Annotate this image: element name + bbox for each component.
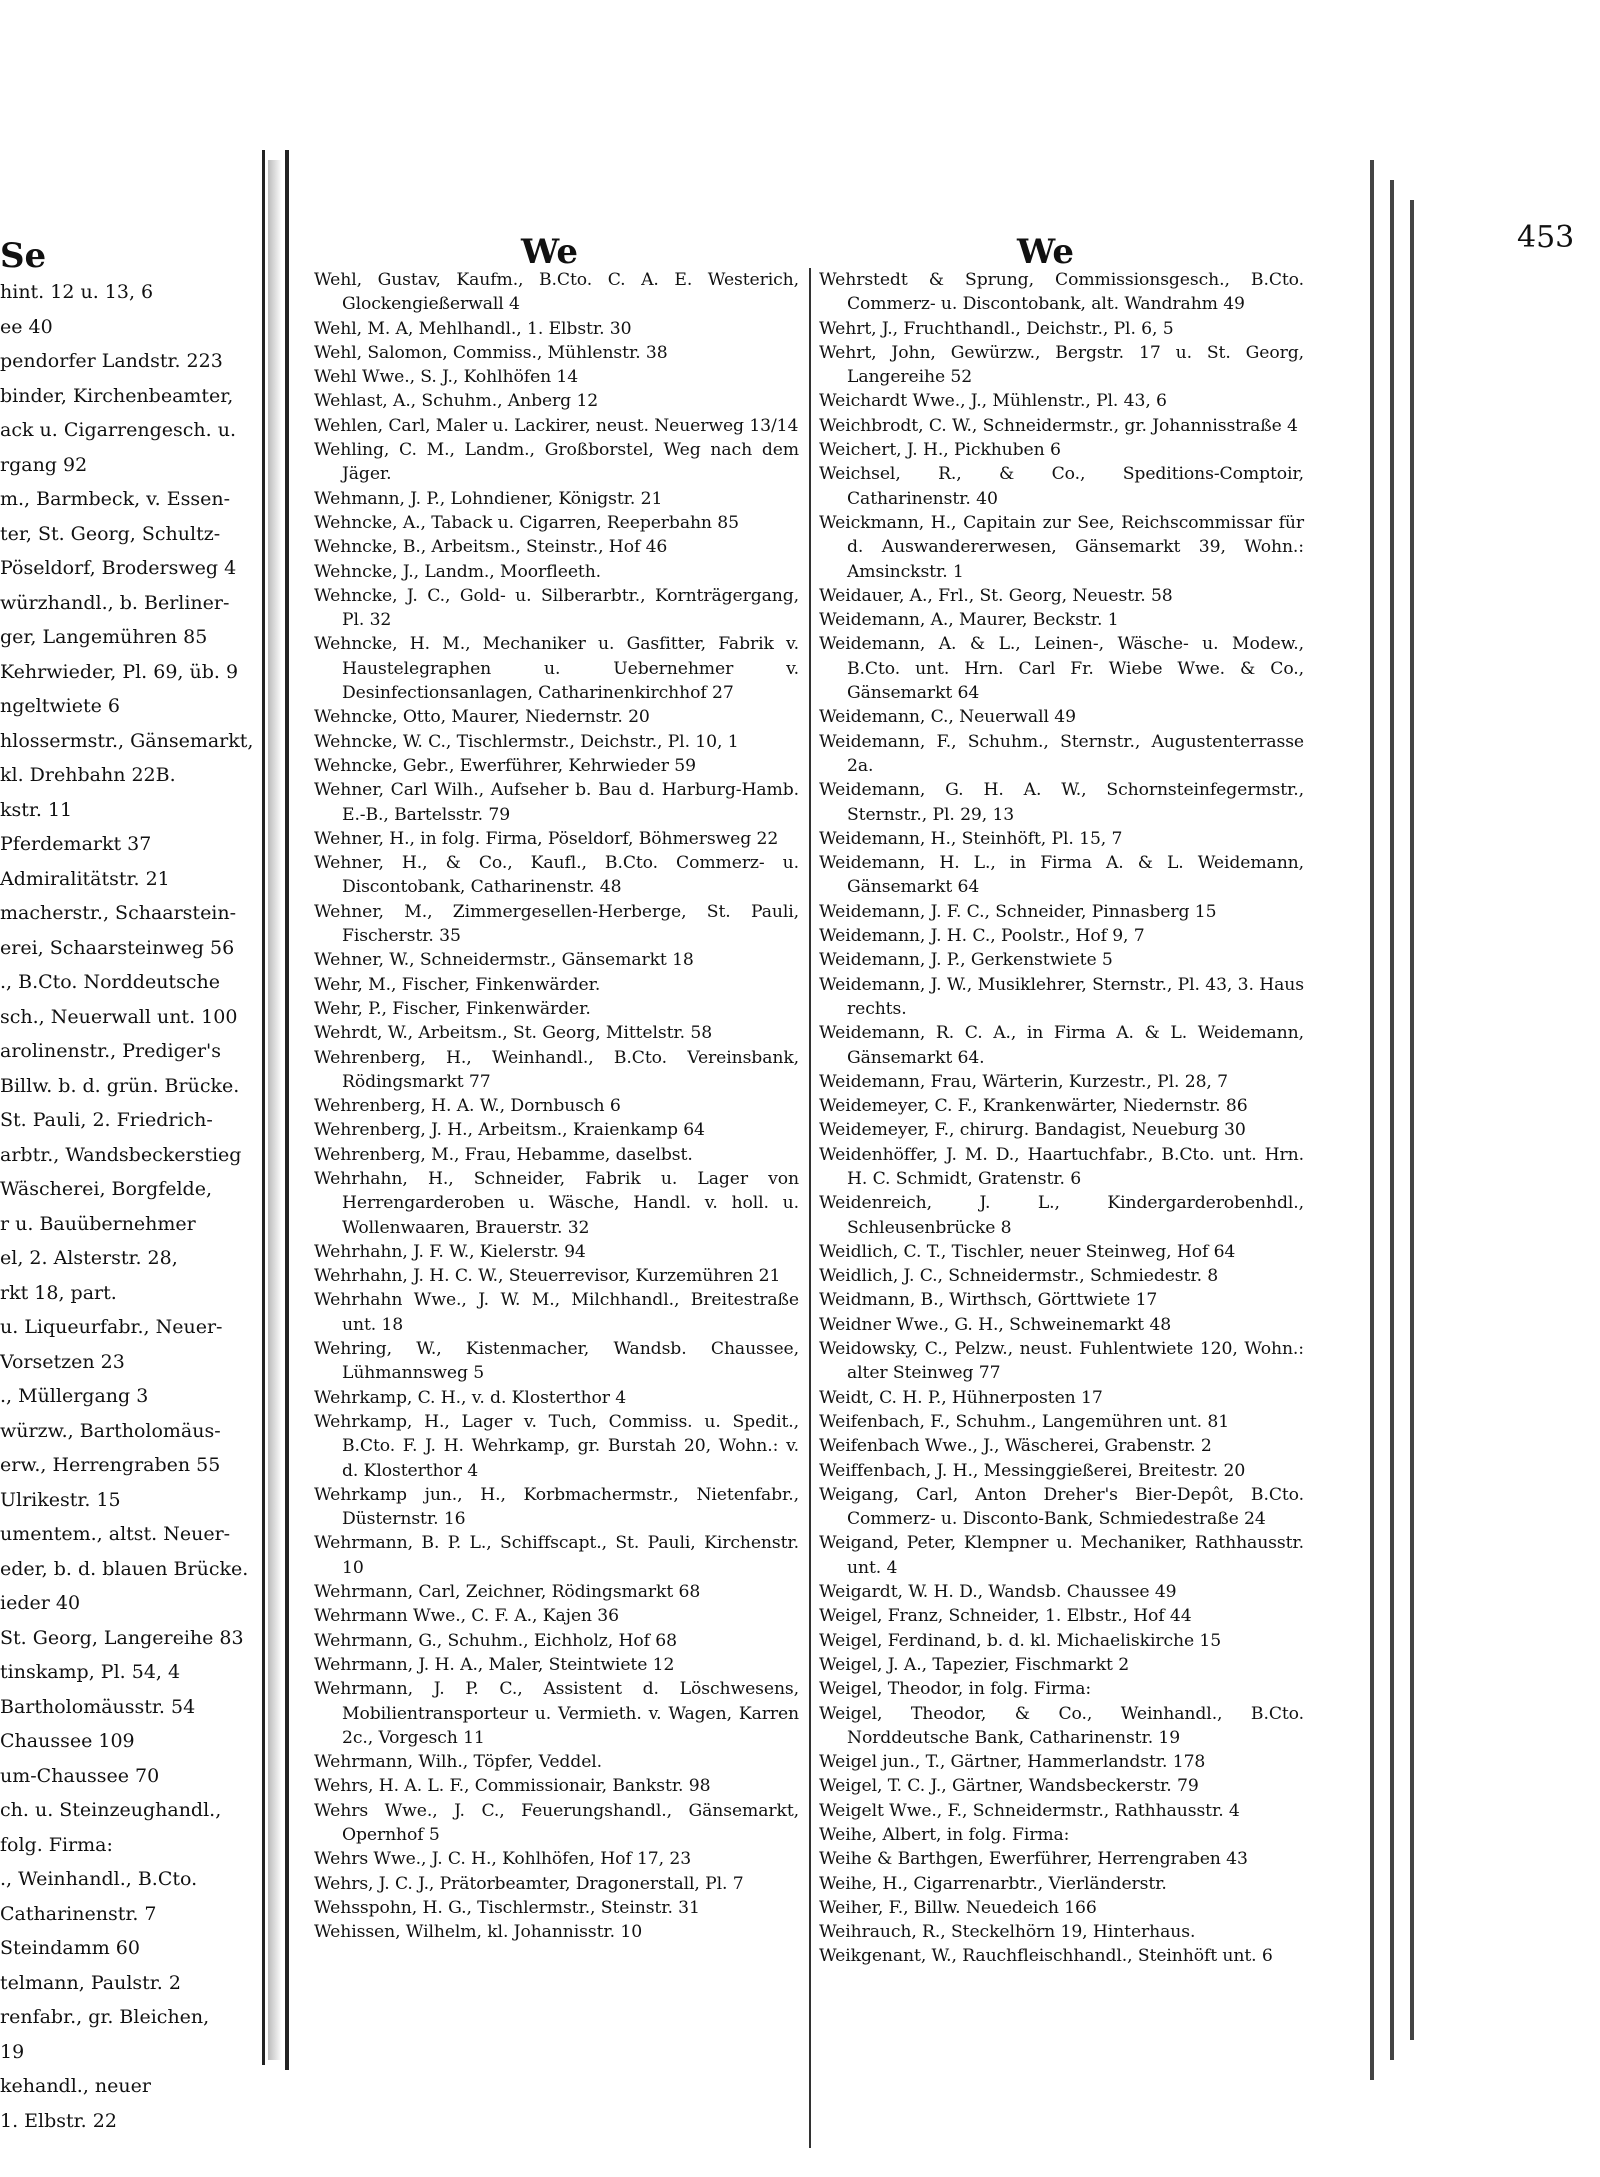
fragment-line: kstr. 11 (0, 798, 73, 821)
directory-entry: Weifenbach, F., Schuhm., Langemühren unt. 81 (819, 1411, 1230, 1432)
directory-entry: Weidt, C. H. P., Hühnerposten 17 (819, 1387, 1103, 1408)
fragment-line: arolinenstr., Prediger's (0, 1040, 222, 1062)
directory-entry: Wehrs, H. A. L. F., Commissionair, Bankstr. 98 (314, 1776, 711, 1797)
directory-entry: Weigang, Carl, Anton Dreher's Bier-Depôt, B.Cto. Commerz- u. Disconto-Bank, Schmiedestraße 24 (819, 1484, 1304, 1530)
directory-column-right (809, 268, 1304, 2148)
directory-entry: Weigel, Theodor, in folg. Firma: (819, 1679, 1092, 1700)
page-edge (1410, 200, 1414, 2040)
directory-entry: Wehner, W., Schneidermstr., Gänsemarkt 18 (314, 950, 694, 971)
directory-entry: Wehrmann, B. P. L., Schiffscapt., St. Pauli, Kirchenstr. 10 (314, 1533, 799, 1578)
fragment-line: Pferdemarkt 37 (0, 833, 152, 855)
directory-entry: Wehrs Wwe., J. C. H., Kohlhöfen, Hof 17, 23 (314, 1849, 692, 1870)
directory-entry: Weihe & Barthgen, Ewerführer, Herrengraben 43 (819, 1849, 1248, 1870)
directory-entry: Weichbrodt, C. W., Schneidermstr., gr. Johannisstraße 4 (819, 415, 1298, 436)
directory-entry: Wehrkamp, H., Lager v. Tuch, Commiss. u. Spedit., B.Cto. F. J. H. Wehrkamp, gr. Burstah 20, Wohn.: v. d. Klosterthor 4 (314, 1411, 799, 1481)
directory-entry: Wehling, C. M., Landm., Großborstel, Weg nach dem Jäger. (314, 440, 799, 485)
directory-entry: Wehl, M. A, Mehlhandl., 1. Elbstr. 30 (314, 318, 632, 339)
directory-entry: Wehrt, John, Gewürzw., Bergstr. 17 u. St. Georg, Langereihe 52 (819, 342, 1304, 388)
fragment-line: Bartholomäusstr. 54 (0, 1695, 196, 1718)
directory-entry: Wehncke, Gebr., Ewerführer, Kehrwieder 59 (314, 755, 696, 776)
book-gutter (268, 160, 282, 2060)
fragment-line: tinskamp, Pl. 54, 4 (0, 1661, 181, 1683)
directory-entry: Wehsspohn, H. G., Tischlermstr., Steinstr. 31 (314, 1897, 700, 1918)
header-left: We (521, 232, 579, 272)
directory-entry: Wehrs Wwe., J. C., Feuerungshandl., Gänsemarkt, Opernhof 5 (314, 1800, 799, 1845)
fragment-line: renfabr., gr. Bleichen, (0, 2006, 210, 2028)
right-page (285, 150, 1575, 2070)
fragment-line: r u. Bauübernehmer (0, 1212, 196, 1235)
fragment-line: umentem., altst. Neuer- (0, 1523, 231, 1545)
directory-entry: Weiffenbach, J. H., Messinggießerei, Breitestr. 20 (819, 1460, 1246, 1481)
directory-entry: Wehrenberg, J. H., Arbeitsm., Kraienkamp 64 (314, 1120, 705, 1141)
directory-entry: Wehrmann, J. H. A., Maler, Steintwiete 12 (314, 1654, 675, 1675)
directory-entry: Wehrmann, G., Schuhm., Eichholz, Hof 68 (314, 1630, 677, 1651)
fragment-line: ch. u. Steinzeughandl., (0, 1799, 222, 1821)
fragment-line: rkt 18, part. (0, 1281, 117, 1304)
directory-entry: Weidenreich, J. L., Kindergarderobenhdl., Schleusenbrücke 8 (819, 1193, 1304, 1238)
directory-entry: Weidemann, H. L., in Firma A. & L. Weidemann, Gänsemarkt 64 (819, 853, 1304, 898)
directory-entry: Weidmann, B., Wirthsch, Görttwiete 17 (819, 1290, 1158, 1311)
directory-entry: Weikgenant, W., Rauchfleischhandl., Steinhöft unt. 6 (819, 1946, 1273, 1967)
fragment-line: ter, St. Georg, Schultz- (0, 522, 221, 545)
fragment-line: telmann, Paulstr. 2 (0, 1971, 181, 1994)
directory-entry: Wehrmann Wwe., C. F. A., Kajen 36 (314, 1606, 619, 1627)
fragment-line: hint. 12 u. 13, 6 (0, 281, 154, 303)
fragment-line: St. Georg, Langereihe 83 (0, 1626, 244, 1649)
directory-entry: Weihe, H., Cigarrenarbtr., Vierländerstr. (819, 1873, 1167, 1894)
fragment-line: Admiralitätstr. 21 (0, 867, 170, 890)
fragment-line: ack u. Cigarrengesch. u. (0, 419, 236, 441)
directory-entry: Weidemann, C., Neuerwall 49 (819, 707, 1076, 728)
directory-entry: Wehrhahn, J. F. W., Kielerstr. 94 (314, 1241, 586, 1262)
directory-entry: Weidowsky, C., Pelzw., neust. Fuhlentwiete 120, Wohn.: alter Steinweg 77 (819, 1339, 1304, 1384)
directory-entry: Wehner, Carl Wilh., Aufseher b. Bau d. Harburg-Hamb. E.-B., Bartelsstr. 79 (314, 780, 799, 825)
fragment-line: ee 40 (0, 315, 53, 338)
directory-entry: Wehncke, W. C., Tischlermstr., Deichstr., Pl. 10, 1 (314, 731, 739, 752)
fragment-line: u. Liqueurfabr., Neuer- (0, 1316, 223, 1338)
directory-entry: Wehncke, B., Arbeitsm., Steinstr., Hof 46 (314, 537, 668, 558)
fragment-line: erei, Schaarsteinweg 56 (0, 936, 235, 959)
fragment-line: würzw., Bartholomäus- (0, 1419, 221, 1442)
fragment-line: ., Müllergang 3 (0, 1385, 149, 1407)
fragment-line: 1. Elbstr. 22 (0, 2109, 117, 2132)
fragment-line: ., B.Cto. Norddeutsche (0, 971, 220, 993)
directory-entry: Wehrmann, J. P. C., Assistent d. Löschwesens, Mobilientransporteur u. Vermieth. v. Wagen, Karren 2c., Vorgesch 11 (314, 1679, 799, 1748)
fragment-line: würzhandl., b. Berliner- (0, 591, 230, 614)
directory-entry: Wehissen, Wilhelm, kl. Johannisstr. 10 (314, 1922, 643, 1943)
directory-entry: Weidemann, H., Steinhöft, Pl. 15, 7 (819, 828, 1123, 849)
directory-entry: Wehlen, Carl, Maler u. Lackirer, neust. Neuerweg 13/14 (314, 415, 799, 436)
fragment-line: pendorfer Landstr. 223 (0, 350, 223, 372)
fragment-line: macherstr., Schaarstein- (0, 902, 237, 924)
fragment-line: 19 (0, 2040, 25, 2063)
directory-entry: Wehmann, J. P., Lohndiener, Königstr. 21 (314, 488, 663, 509)
directory-entry: Weigel, Ferdinand, b. d. kl. Michaeliskirche 15 (819, 1630, 1222, 1651)
page-edge (1370, 160, 1374, 2080)
fragment-line: Kehrwieder, Pl. 69, üb. 9 (0, 660, 239, 683)
fragment-line: hlossermstr., Gänsemarkt, (0, 729, 254, 752)
left-page (0, 150, 265, 2132)
directory-entry: Weichert, J. H., Pickhuben 6 (819, 440, 1061, 461)
directory-entry: Weidemann, Frau, Wärterin, Kurzestr., Pl. 28, 7 (819, 1071, 1228, 1092)
directory-entry: Weidemann, J. F. C., Schneider, Pinnasberg 15 (819, 901, 1217, 922)
directory-entry: Weidemann, J. H. C., Poolstr., Hof 9, 7 (819, 926, 1145, 947)
fragment-line: ngeltwiete 6 (0, 695, 120, 717)
directory-entry: Weigelt Wwe., F., Schneidermstr., Rathhausstr. 4 (819, 1800, 1240, 1821)
fragment-line: m., Barmbeck, v. Essen- (0, 488, 230, 510)
directory-entry: Wehncke, H. M., Mechaniker u. Gasfitter, Fabrik v. Haustelegraphen u. Uebernehmer v. Desinfectionsanlagen, Catharinenkirchhof 27 (314, 634, 799, 704)
directory-entry: Wehl, Gustav, Kaufm., B.Cto. C. A. E. Westerich, Glockengießerwall 4 (314, 270, 799, 315)
fragment-line: Vorsetzen 23 (0, 1350, 125, 1373)
directory-entry: Wehr, P., Fischer, Finkenwärder. (314, 998, 591, 1019)
directory-entry: Wehrenberg, M., Frau, Hebamme, daselbst. (314, 1144, 693, 1165)
fragment-line: sch., Neuerwall unt. 100 (0, 1005, 238, 1028)
fragment-line: arbtr., Wandsbeckerstieg (0, 1143, 242, 1166)
fragment-line: binder, Kirchenbeamter, (0, 384, 234, 407)
directory-entry: Weigardt, W. H. D., Wandsb. Chaussee 49 (819, 1582, 1177, 1603)
directory-entry: Weidemeyer, F., chirurg. Bandagist, Neueburg 30 (819, 1120, 1246, 1141)
directory-entry: Weidenhöffer, J. M. D., Haartuchfabr., B.Cto. unt. Hrn. H. C. Schmidt, Gratenstr. 6 (819, 1144, 1304, 1189)
directory-entry: Wehrenberg, H., Weinhandl., B.Cto. Vereinsbank, Rödingsmarkt 77 (314, 1047, 799, 1092)
directory-entry: Wehrhahn Wwe., J. W. M., Milchhandl., Breitestraße unt. 18 (314, 1290, 799, 1335)
directory-entry: Weidemeyer, C. F., Krankenwärter, Niedernstr. 86 (819, 1096, 1248, 1117)
fragment-line: Billw. b. d. grün. Brücke. (0, 1074, 240, 1097)
directory-entry: Wehrstedt & Sprung, Commissionsgesch., B.Cto. Commerz- u. Discontobank, alt. Wandrahm 49 (819, 270, 1304, 315)
directory-entry: Wehl, Salomon, Commiss., Mühlenstr. 38 (314, 342, 668, 363)
header-right: We (1017, 232, 1075, 272)
directory-entry: Wehrkamp, C. H., v. d. Klosterthor 4 (314, 1387, 627, 1408)
directory-entry: Weichardt Wwe., J., Mühlenstr., Pl. 43, 6 (819, 391, 1167, 412)
directory-entry: Weiher, F., Billw. Neuedeich 166 (819, 1897, 1097, 1918)
directory-entry: Wehner, M., Zimmergesellen-Herberge, St. Pauli, Fischerstr. 35 (314, 901, 799, 947)
directory-entry: Wehncke, J. C., Gold- u. Silberarbtr., Kornträgergang, Pl. 32 (314, 585, 799, 631)
fragment-line: um-Chaussee 70 (0, 1764, 160, 1787)
directory-entry: Weidlich, J. C., Schneidermstr., Schmiedestr. 8 (819, 1266, 1219, 1287)
fragment-line: Wäscherei, Borgfelde, (0, 1178, 213, 1200)
directory-entry: Weidner Wwe., G. H., Schweinemarkt 48 (819, 1314, 1172, 1335)
fragment-line: folg. Firma: (0, 1833, 113, 1856)
directory-entry: Weidemann, A. & L., Leinen-, Wäsche- u. Modew., B.Cto. unt. Hrn. Carl Fr. Wiebe Wwe. & Co., Gänsemarkt 64 (819, 634, 1304, 704)
directory-entry: Wehncke, Otto, Maurer, Niedernstr. 20 (314, 707, 650, 728)
directory-entry: Wehncke, A., Taback u. Cigarren, Reeperbahn 85 (314, 512, 739, 533)
directory-entry: Weidemann, A., Maurer, Beckstr. 1 (819, 610, 1119, 631)
fragment-line: el, 2. Alsterstr. 28, (0, 1247, 178, 1269)
page-number: 453 (1517, 220, 1575, 255)
directory-entry: Wehr, M., Fischer, Finkenwärder. (314, 974, 601, 995)
directory-entry: Weidemann, R. C. A., in Firma A. & L. Weidemann, Gänsemarkt 64. (819, 1023, 1304, 1068)
directory-column-left (314, 268, 799, 2148)
fragment-line: erw., Herrengraben 55 (0, 1454, 221, 1476)
directory-entry: Weigel, T. C. J., Gärtner, Wandsbeckerstr. 79 (819, 1776, 1199, 1797)
fragment-line: Catharinenstr. 7 (0, 1902, 157, 1925)
directory-entry: Weidlich, C. T., Tischler, neuer Steinweg, Hof 64 (819, 1241, 1236, 1262)
directory-entry: Wehring, W., Kistenmacher, Wandsb. Chaussee, Lühmannsweg 5 (314, 1339, 799, 1384)
directory-entry: Wehner, H., & Co., Kaufl., B.Cto. Commerz- u. Discontobank, Catharinenstr. 48 (314, 853, 799, 898)
directory-entry: Wehrenberg, H. A. W., Dornbusch 6 (314, 1096, 621, 1117)
directory-entry: Wehrhahn, H., Schneider, Fabrik u. Lager von Herrengarderoben u. Wäsche, Handl. v. holl. u. Wollenwaaren, Brauerstr. 32 (314, 1168, 799, 1238)
directory-entry: Weidemann, G. H. A. W., Schornsteinfegermstr., Sternstr., Pl. 29, 13 (819, 780, 1304, 825)
page-edge (1390, 180, 1394, 2060)
directory-entry: Weihrauch, R., Steckelhörn 19, Hinterhaus. (819, 1922, 1196, 1943)
directory-entry: Wehrhahn, J. H. C. W., Steuerrevisor, Kurzemühren 21 (314, 1266, 781, 1287)
directory-entry: Wehner, H., in folg. Firma, Pöseldorf, Böhmersweg 22 (314, 828, 779, 849)
fragment-line: Pöseldorf, Brodersweg 4 (0, 557, 237, 579)
directory-entry: Weigel, Theodor, & Co., Weinhandl., B.Cto. Norddeutsche Bank, Catharinenstr. 19 (819, 1703, 1304, 1748)
fragment-line: ger, Langemühren 85 (0, 626, 208, 648)
directory-entry: Weidemann, J. W., Musiklehrer, Sternstr., Pl. 43, 3. Haus rechts. (819, 974, 1304, 1019)
directory-entry: Weidemann, J. P., Gerkenstwiete 5 (819, 950, 1113, 971)
directory-entry: Wehrkamp jun., H., Korbmachermstr., Nietenfabr., Düsternstr. 16 (314, 1484, 799, 1530)
directory-entry: Weichsel, R., & Co., Speditions-Comptoir, Catharinenstr. 40 (819, 464, 1304, 509)
directory-entry: Wehrdt, W., Arbeitsm., St. Georg, Mittelstr. 58 (314, 1023, 713, 1044)
fragment-line: Steindamm 60 (0, 1937, 140, 1959)
directory-entry: Wehrs, J. C. J., Prätorbeamter, Dragonerstall, Pl. 7 (314, 1873, 744, 1894)
directory-entry: Wehlast, A., Schuhm., Anberg 12 (314, 391, 599, 412)
fragment-line: Ulrikestr. 15 (0, 1488, 121, 1511)
directory-entry: Weigel jun., T., Gärtner, Hammerlandstr. 178 (819, 1752, 1206, 1773)
directory-entry: Wehrt, J., Fruchthandl., Deichstr., Pl. 6, 5 (819, 318, 1174, 339)
directory-entry: Wehncke, J., Landm., Moorfleeth. (314, 561, 602, 582)
fragment-line: rgang 92 (0, 453, 88, 476)
directory-entry: Weigel, Franz, Schneider, 1. Elbstr., Hof 44 (819, 1606, 1192, 1627)
fragment-line: eder, b. d. blauen Brücke. (0, 1557, 249, 1580)
fragment-line: St. Pauli, 2. Friedrich- (0, 1109, 213, 1131)
directory-entry: Weifenbach Wwe., J., Wäscherei, Grabenstr. 2 (819, 1436, 1212, 1457)
fragment-line: kl. Drehbahn 22B. (0, 764, 176, 786)
directory-entry: Wehl Wwe., S. J., Kohlhöfen 14 (314, 367, 579, 388)
fragment-line: ., Weinhandl., B.Cto. (0, 1868, 198, 1890)
directory-entry: Wehrmann, Carl, Zeichner, Rödingsmarkt 68 (314, 1582, 701, 1603)
fragment-line: Chaussee 109 (0, 1730, 135, 1752)
directory-entry: Wehrmann, Wilh., Töpfer, Veddel. (314, 1752, 603, 1773)
directory-entry: Weickmann, H., Capitain zur See, Reichscommissar für d. Auswandererwesen, Gänsemarkt 39, Wohn.: Amsinckstr. 1 (819, 512, 1304, 582)
directory-entry: Weigand, Peter, Klempner u. Mechaniker, Rathhausstr. unt. 4 (819, 1533, 1304, 1578)
directory-entry: Weidauer, A., Frl., St. Georg, Neuestr. 58 (819, 585, 1173, 606)
directory-entry: Weigel, J. A., Tapezier, Fischmarkt 2 (819, 1654, 1130, 1675)
directory-entry: Weihe, Albert, in folg. Firma: (819, 1825, 1070, 1845)
fragment-line: ieder 40 (0, 1592, 81, 1614)
fragment-line: kehandl., neuer (0, 2075, 151, 2097)
left-page-header: Se (0, 236, 47, 276)
directory-entry: Weidemann, F., Schuhm., Sternstr., Augustenterrasse 2a. (819, 731, 1304, 776)
